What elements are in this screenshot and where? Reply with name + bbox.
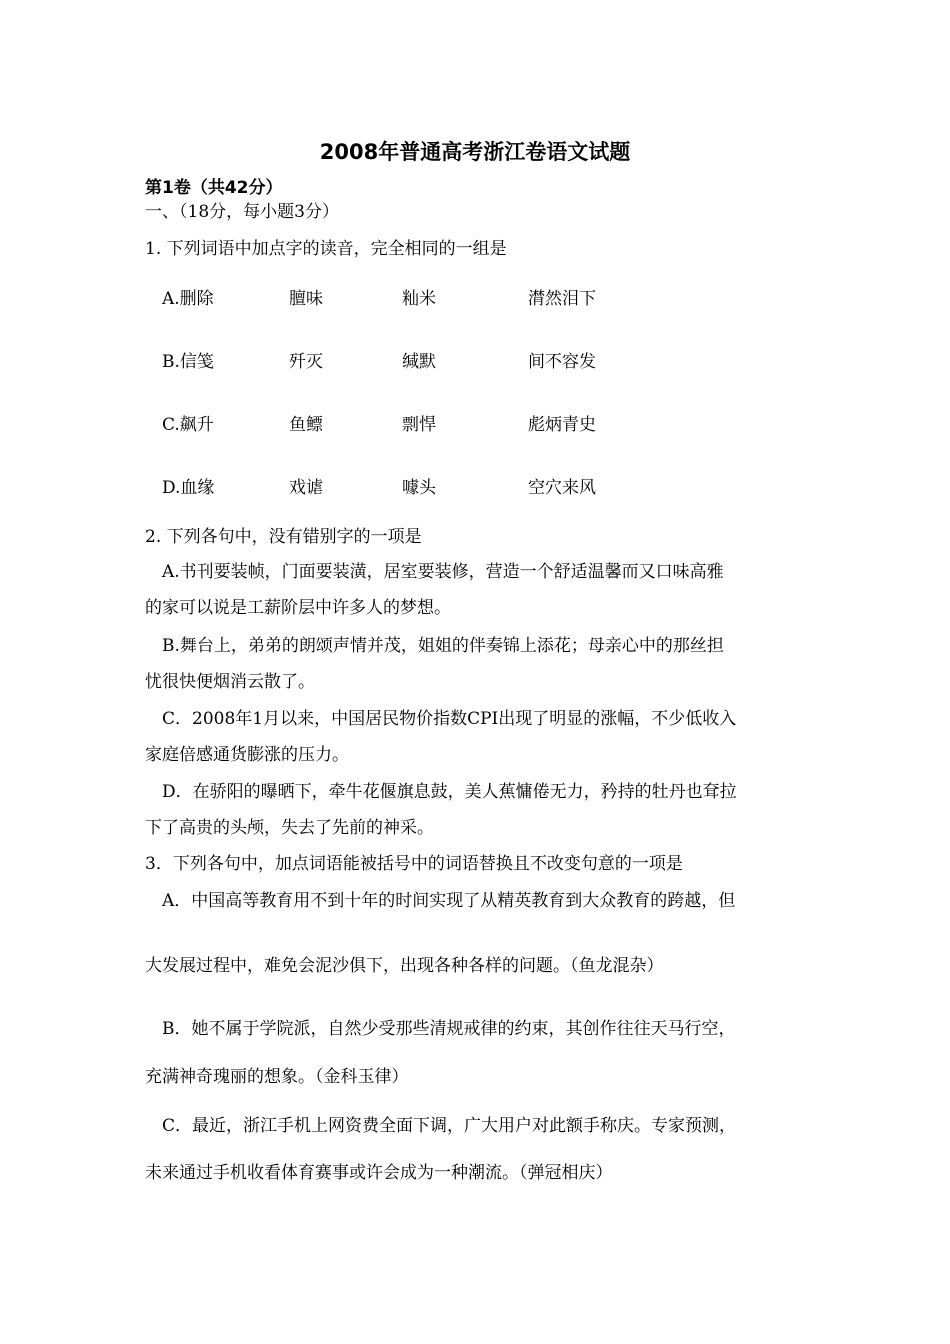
option-cell: C.飙升 <box>162 415 214 435</box>
question-3-option-b-line2: 充满神奇瑰丽的想象。（金科玉律） <box>145 1067 409 1087</box>
question-3-option-a-line1: A．中国高等教育用不到十年的时间实现了从精英教育到大众教育的跨越，但 <box>162 891 736 911</box>
question-2-option-b-line1: B.舞台上，弟弟的朗颂声情并茂，姐姐的伴奏锦上添花；母亲心中的那丝担 <box>162 636 724 656</box>
option-cell: 籼米 <box>402 289 436 309</box>
option-cell: 剽悍 <box>402 415 436 435</box>
question-2-stem: 2. 下列各句中，没有错别字的一项是 <box>145 527 422 547</box>
option-cell: A.删除 <box>162 289 214 309</box>
question-3-stem: 3．下列各句中，加点词语能被括号中的词语替换且不改变句意的一项是 <box>145 854 683 874</box>
option-cell: 间不容发 <box>528 352 596 372</box>
option-cell: 歼灭 <box>289 352 323 372</box>
option-cell: 缄默 <box>402 352 436 372</box>
option-cell: 潸然泪下 <box>528 289 596 309</box>
option-cell: 膻味 <box>289 289 323 309</box>
section-heading: 第1卷（共42分） <box>145 178 283 198</box>
option-cell: D.血缘 <box>162 478 215 498</box>
question-3-option-b-line1: B．她不属于学院派，自然少受那些清规戒律的约束，其创作往往天马行空， <box>162 1019 736 1039</box>
question-3-option-c-line1: C．最近，浙江手机上网资费全面下调，广大用户对此额手称庆。专家预测， <box>162 1116 737 1136</box>
question-2-option-a-line2: 的家可以说是工薪阶层中许多人的梦想。 <box>145 598 451 618</box>
question-2-option-c-line1: C．2008年1月以来，中国居民物价指数CPI出现了明显的涨幅，不少低收入 <box>162 709 737 729</box>
question-3-option-c-line2: 未来通过手机收看体育赛事或许会成为一种潮流。（弹冠相庆） <box>145 1163 613 1183</box>
question-2-option-d-line1: D．在骄阳的曝晒下，牵牛花偃旗息鼓，美人蕉慵倦无力，矜持的牡丹也耷拉 <box>162 782 737 802</box>
question-2-option-d-line2: 下了高贵的头颅，失去了先前的神采。 <box>145 818 434 838</box>
option-cell: 噱头 <box>402 478 436 498</box>
option-cell: 鱼鳔 <box>289 415 323 435</box>
option-cell: B.信笺 <box>162 352 214 372</box>
document-title: 2008年普通高考浙江卷语文试题 <box>319 140 631 164</box>
question-1-stem: 1. 下列词语中加点字的读音，完全相同的一组是 <box>145 239 507 259</box>
question-2-option-a-line1: A.书刊要装帧，门面要装潢，居室要装修，营造一个舒适温馨而又口味高雅 <box>162 562 724 582</box>
option-cell: 戏谑 <box>289 478 323 498</box>
option-cell: 彪炳青史 <box>528 415 596 435</box>
part-heading: 一、（18分，每小题3分） <box>145 202 339 222</box>
question-2-option-b-line2: 忧很快便烟消云散了。 <box>145 672 315 692</box>
question-2-option-c-line2: 家庭倍感通货膨涨的压力。 <box>145 745 349 765</box>
option-cell: 空穴来风 <box>528 478 596 498</box>
question-3-option-a-line2: 大发展过程中，难免会泥沙俱下，出现各种各样的问题。（鱼龙混杂） <box>145 956 664 976</box>
